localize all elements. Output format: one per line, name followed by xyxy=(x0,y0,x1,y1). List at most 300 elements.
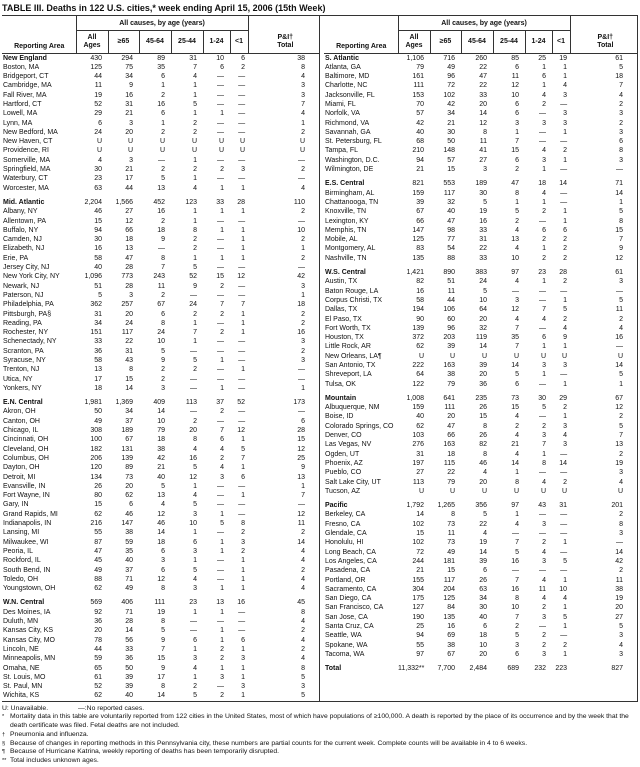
value-cell: 67 xyxy=(157,301,165,309)
value-cell: 7 xyxy=(542,306,546,314)
value-cell: 18 xyxy=(479,632,487,640)
reporting-area-cell: Chattanooga, TN xyxy=(325,198,379,206)
value-cell: 12 xyxy=(157,510,165,518)
table-body-left xyxy=(2,53,319,701)
footnote-item xyxy=(2,757,638,766)
value-cell: 12 xyxy=(125,217,133,225)
value-cell: 12 xyxy=(615,254,623,262)
value-cell: 406 xyxy=(121,599,133,607)
value-cell: 2 xyxy=(542,254,546,262)
reporting-area-cell: W.N. Central xyxy=(3,599,45,607)
value-cell: — xyxy=(217,347,224,355)
value-cell: 9 xyxy=(161,236,165,244)
value-cell: 65 xyxy=(94,664,102,672)
value-cell: 2 xyxy=(542,539,546,547)
value-cell: — xyxy=(238,608,246,616)
value-cell: 3 xyxy=(301,338,305,346)
city-row xyxy=(324,81,637,90)
city-row xyxy=(2,137,319,146)
value-cell: 1 xyxy=(241,366,246,374)
city-row xyxy=(2,291,319,300)
value-cell: 2 xyxy=(301,347,305,355)
value-cell: 21 xyxy=(416,166,424,174)
value-cell: 8 xyxy=(241,520,246,528)
city-row xyxy=(324,529,637,538)
value-cell: 182 xyxy=(90,445,102,453)
reporting-area-cell: Rochester, NY xyxy=(3,329,49,337)
reporting-area-cell: S. Atlantic xyxy=(325,54,359,62)
city-row xyxy=(324,146,637,155)
reporting-area-cell: Austin, TX xyxy=(325,278,358,286)
value-cell: — xyxy=(560,100,568,108)
value-cell: 153 xyxy=(412,91,424,99)
reporting-area-cell: Schenectady, NY xyxy=(3,338,57,346)
reporting-area-cell: Berkeley, CA xyxy=(325,511,366,519)
value-cell: U xyxy=(513,352,519,360)
value-cell: 11 xyxy=(479,138,487,146)
value-cell: 3 xyxy=(241,655,246,663)
value-cell: 4 xyxy=(193,575,197,583)
legend-no-cases: —:No reported cases. xyxy=(78,704,145,712)
reporting-area-cell: Pacific xyxy=(325,502,348,510)
value-cell: 42 xyxy=(297,273,305,281)
reporting-area-cell: Cincinnati, OH xyxy=(3,436,49,444)
value-cell: 1 xyxy=(193,673,197,681)
value-cell: 32 xyxy=(447,198,455,206)
city-row xyxy=(324,198,637,207)
value-cell: — xyxy=(539,413,546,421)
value-cell: — xyxy=(238,119,246,127)
city-row xyxy=(324,361,637,370)
value-cell: — xyxy=(539,138,546,146)
value-cell: 10 xyxy=(479,641,487,649)
value-cell: 5 xyxy=(515,548,519,556)
value-cell: 82 xyxy=(416,278,424,286)
value-cell: 4 xyxy=(193,492,197,500)
value-cell: U xyxy=(240,138,246,146)
value-cell: 39 xyxy=(416,198,424,206)
value-cell: 21 xyxy=(157,464,165,472)
value-cell: 1,421 xyxy=(406,269,424,277)
value-cell: 243 xyxy=(153,273,165,281)
value-cell: 1 xyxy=(563,343,568,351)
value-cell: 37 xyxy=(216,399,224,407)
value-cell: — xyxy=(238,175,246,183)
reporting-area-cell: Camden, NJ xyxy=(3,236,42,244)
value-cell: 117 xyxy=(443,189,455,197)
value-cell: 6 xyxy=(161,547,165,555)
value-cell: — xyxy=(560,198,568,206)
value-cell: — xyxy=(238,375,246,383)
value-cell: 3 xyxy=(193,585,197,593)
value-cell: 2 xyxy=(563,315,568,323)
value-cell: 9 xyxy=(129,82,133,90)
reporting-area-cell: Total xyxy=(325,665,342,673)
value-cell: 38 xyxy=(297,54,305,62)
value-cell: 120 xyxy=(90,464,102,472)
value-cell: — xyxy=(560,166,568,174)
city-row xyxy=(2,417,319,426)
value-cell: 43 xyxy=(538,502,546,510)
footnote-item xyxy=(2,731,638,740)
value-cell: 6 xyxy=(515,156,519,164)
footnotes xyxy=(2,705,638,766)
reporting-area-cell: Fort Wayne, IN xyxy=(3,492,50,500)
value-cell: 2 xyxy=(220,310,224,318)
value-cell: 1 xyxy=(563,380,568,388)
value-cell: 3 xyxy=(220,673,224,681)
value-cell: 2 xyxy=(301,128,305,136)
value-cell: 7 xyxy=(515,324,519,332)
value-cell: 3 xyxy=(193,547,197,555)
value-cell: 106 xyxy=(443,306,455,314)
value-cell: 20 xyxy=(125,128,133,136)
city-row xyxy=(2,556,319,565)
reporting-area-cell: Glendale, CA xyxy=(325,530,367,538)
value-cell: 1 xyxy=(619,380,623,388)
value-cell: 15 xyxy=(479,413,487,421)
value-cell: 20 xyxy=(479,371,487,379)
value-cell: 94 xyxy=(416,156,424,164)
reporting-area-cell: Tulsa, OK xyxy=(325,380,356,388)
value-cell: 64 xyxy=(416,371,424,379)
value-cell: 5 xyxy=(483,287,487,295)
value-cell: 26 xyxy=(479,576,487,584)
value-cell: 1 xyxy=(542,278,546,286)
value-cell: 15 xyxy=(216,273,224,281)
table-title: TABLE III. Deaths in 122 U.S. cities,* week ending April 15, 2006 (15th Week) xyxy=(2,3,326,13)
reporting-area-cell: Baltimore, MD xyxy=(325,73,370,81)
value-cell: 1 xyxy=(241,436,246,444)
value-cell: 8 xyxy=(301,63,305,71)
city-row xyxy=(2,356,319,365)
value-cell: 38 xyxy=(447,371,455,379)
value-cell: 4 xyxy=(515,450,519,458)
value-cell: 1 xyxy=(542,198,546,206)
value-cell: 2 xyxy=(161,128,165,136)
value-cell: 43 xyxy=(125,357,133,364)
value-cell: 1 xyxy=(220,538,224,546)
value-cell: 20 xyxy=(479,315,487,323)
value-cell: 96 xyxy=(447,73,455,81)
value-cell: 189 xyxy=(121,427,133,435)
value-cell: 34 xyxy=(125,408,133,416)
reporting-area-cell: Houston, TX xyxy=(325,334,364,342)
value-cell: 8 xyxy=(515,595,519,603)
value-cell: 7 xyxy=(241,301,246,309)
value-cell: 18 xyxy=(538,180,546,188)
value-cell: 8 xyxy=(161,254,165,262)
value-cell: 5 xyxy=(220,520,224,528)
reporting-area-cell: Hartford, CT xyxy=(3,100,42,108)
value-cell: 24 xyxy=(479,278,487,286)
value-cell: 94 xyxy=(416,632,424,640)
value-cell: 12 xyxy=(479,119,487,127)
value-cell: 71 xyxy=(125,575,133,583)
value-cell: 54 xyxy=(447,245,455,253)
value-cell: — xyxy=(190,291,197,299)
value-cell: 16 xyxy=(125,91,133,99)
value-cell: 2 xyxy=(193,128,197,136)
value-cell: 356 xyxy=(475,502,487,510)
value-cell: 6 xyxy=(515,63,519,71)
value-cell: 4 xyxy=(542,548,546,556)
reporting-area-cell: Canton, OH xyxy=(3,417,40,425)
reporting-area-cell: Fall River, MA xyxy=(3,91,47,99)
reporting-area-cell: San Diego, CA xyxy=(325,595,372,603)
value-cell: 15 xyxy=(416,530,424,538)
value-cell: 4 xyxy=(301,184,305,192)
reporting-area-cell: Seattle, WA xyxy=(325,632,362,640)
value-cell: — xyxy=(238,384,246,392)
value-cell: 38 xyxy=(157,445,165,453)
value-cell: 8 xyxy=(161,585,165,593)
city-row xyxy=(2,217,319,226)
value-cell: 69 xyxy=(447,632,455,640)
city-row xyxy=(2,673,319,682)
legend-unavailable: U: Unavailable. xyxy=(2,704,49,712)
value-cell: — xyxy=(238,91,246,99)
value-cell: 11,332** xyxy=(398,665,425,673)
value-cell: 2 xyxy=(220,408,224,416)
value-cell: 30 xyxy=(479,604,487,612)
city-row xyxy=(2,184,319,193)
value-cell: 47 xyxy=(447,422,455,430)
value-cell: 28 xyxy=(559,269,568,277)
reporting-area-cell: Providence, RI xyxy=(3,147,49,155)
reporting-area-cell: Lexington, KY xyxy=(325,217,369,225)
city-row xyxy=(324,585,637,594)
total-row xyxy=(324,664,637,673)
section-header-row xyxy=(2,198,319,207)
value-cell: 5 xyxy=(619,208,623,216)
city-row xyxy=(2,636,319,645)
value-cell: 36 xyxy=(94,347,102,355)
value-cell: 4 xyxy=(563,82,568,90)
value-cell: 28 xyxy=(125,264,133,272)
value-cell: 60 xyxy=(447,315,455,323)
reporting-area-cell: Nashville, TN xyxy=(325,254,367,262)
value-cell: 73 xyxy=(511,394,519,402)
value-cell: 1 xyxy=(220,547,224,555)
value-cell: — xyxy=(539,380,546,388)
value-cell: 3 xyxy=(542,613,546,621)
value-cell: 96 xyxy=(447,324,455,332)
footnote-item xyxy=(2,748,638,757)
city-row xyxy=(2,617,319,626)
col-header-25-44: 25-44 xyxy=(493,31,525,54)
value-cell: 1 xyxy=(241,692,246,700)
value-cell: 4 xyxy=(301,585,305,593)
city-row xyxy=(324,487,637,496)
value-cell: 1 xyxy=(563,576,568,584)
value-cell: 201 xyxy=(611,502,623,510)
value-cell: 62 xyxy=(416,343,424,351)
value-cell: 5 xyxy=(619,296,623,304)
value-cell: 8 xyxy=(619,147,623,155)
value-cell: 1 xyxy=(241,464,246,472)
value-cell: — xyxy=(217,119,224,127)
value-cell: 20 xyxy=(479,478,487,486)
value-cell: — xyxy=(298,366,305,374)
value-cell: 6 xyxy=(542,334,546,342)
col-header-pi-total: P&I† Total xyxy=(570,31,637,54)
value-cell: 113 xyxy=(412,478,424,486)
value-cell: 8 xyxy=(161,319,165,327)
value-cell: 22 xyxy=(447,469,455,477)
value-cell: 16 xyxy=(511,557,519,565)
value-cell: 62 xyxy=(94,692,102,700)
value-cell: — xyxy=(238,291,246,299)
city-row xyxy=(2,454,319,463)
value-cell: 34 xyxy=(447,110,455,118)
value-cell: 2 xyxy=(161,366,165,374)
value-cell: 3 xyxy=(515,641,519,649)
value-cell: — xyxy=(238,110,246,118)
city-row xyxy=(324,128,637,137)
value-cell: 8 xyxy=(619,520,623,528)
value-cell: 49 xyxy=(94,417,102,425)
value-cell: 23 xyxy=(189,599,197,607)
value-cell: — xyxy=(298,156,305,164)
reporting-area-cell: Lynn, MA xyxy=(3,119,33,127)
value-cell: 49 xyxy=(447,548,455,556)
value-cell: 1 xyxy=(542,450,546,458)
value-cell: 34 xyxy=(94,319,102,327)
value-cell: 19 xyxy=(559,54,568,62)
value-cell: 5 xyxy=(193,357,197,364)
value-cell: 47 xyxy=(479,73,487,81)
value-cell: 1 xyxy=(241,673,246,681)
value-cell: 18 xyxy=(94,384,102,392)
value-cell: 37 xyxy=(125,417,133,425)
reporting-area-cell: Toledo, OH xyxy=(3,575,39,583)
value-cell: 147 xyxy=(412,226,424,234)
value-cell: 6 xyxy=(98,119,102,127)
value-cell: 4 xyxy=(563,595,568,603)
city-row xyxy=(2,165,319,174)
value-cell: — xyxy=(238,482,246,490)
value-cell: 38 xyxy=(447,641,455,649)
value-cell: 12 xyxy=(511,82,519,90)
reporting-area-cell: Trenton, NJ xyxy=(3,366,40,374)
value-cell: 8 xyxy=(193,226,197,234)
value-cell: 31 xyxy=(125,347,133,355)
value-cell: 18 xyxy=(447,450,455,458)
city-row xyxy=(2,608,319,617)
reporting-area-cell: Salt Lake City, UT xyxy=(325,478,381,486)
value-cell: — xyxy=(217,91,224,99)
value-cell: 56 xyxy=(125,636,133,644)
value-cell: 2 xyxy=(515,623,519,631)
value-cell: 46 xyxy=(157,520,165,528)
value-cell: 25 xyxy=(416,623,424,631)
value-cell: 2 xyxy=(542,632,546,640)
reporting-area-cell: Kansas City, MO xyxy=(3,636,55,644)
section-header-row xyxy=(324,179,637,188)
value-cell: 20 xyxy=(189,427,197,435)
value-cell: 1 xyxy=(193,645,197,653)
value-cell: 827 xyxy=(611,665,623,673)
reporting-area-cell: St. Louis, MO xyxy=(3,673,46,681)
value-cell: 44 xyxy=(447,296,455,304)
value-cell: — xyxy=(217,566,224,574)
value-cell: 3 xyxy=(220,473,224,481)
value-cell: 3 xyxy=(619,530,623,538)
value-cell: 14 xyxy=(157,408,165,416)
city-row xyxy=(324,324,637,333)
value-cell: 1 xyxy=(563,623,568,631)
value-cell: 8 xyxy=(483,128,487,136)
value-cell: 14 xyxy=(615,548,623,556)
value-cell: 5 xyxy=(161,175,165,183)
col-header-1-24: 1-24 xyxy=(203,31,230,54)
value-cell: 52 xyxy=(94,100,102,108)
value-cell: 9 xyxy=(563,334,568,342)
spanner-row xyxy=(2,16,319,31)
value-cell: — xyxy=(190,384,197,392)
reporting-area-cell: Youngstown, OH xyxy=(3,585,56,593)
city-row xyxy=(324,422,637,431)
value-cell: 4 xyxy=(542,576,546,584)
value-cell: 6 xyxy=(220,63,224,71)
value-cell: 6 xyxy=(483,567,487,575)
value-cell: U xyxy=(540,487,546,495)
value-cell: 33 xyxy=(94,338,102,346)
reporting-area-cell: Scranton, PA xyxy=(3,347,44,355)
reporting-area-cell: Syracuse, NY xyxy=(3,357,46,364)
value-cell: 203 xyxy=(443,334,455,342)
value-cell: — xyxy=(539,110,546,118)
value-cell: 33 xyxy=(125,645,133,653)
reporting-area-cell: Des Moines, IA xyxy=(3,608,51,616)
reporting-area-cell: Pueblo, CO xyxy=(325,469,362,477)
value-cell: 1 xyxy=(563,539,568,547)
reporting-area-cell: Baton Rouge, LA xyxy=(325,287,379,295)
reporting-area-cell: Omaha, NE xyxy=(3,664,40,672)
value-cell: 1,096 xyxy=(84,273,102,281)
value-cell: 13 xyxy=(297,473,305,481)
value-cell: 7 xyxy=(193,63,197,71)
value-cell: — xyxy=(217,366,224,374)
value-cell: — xyxy=(560,287,568,295)
value-cell: — xyxy=(298,375,305,383)
value-cell: 222 xyxy=(412,362,424,369)
city-row xyxy=(2,272,319,281)
value-cell: 5 xyxy=(161,482,165,490)
value-cell: 1 xyxy=(193,156,197,164)
value-cell: — xyxy=(238,357,246,364)
value-cell: 62 xyxy=(416,422,424,430)
value-cell: 67 xyxy=(416,208,424,216)
value-cell: 63 xyxy=(94,184,102,192)
value-cell: 1 xyxy=(193,208,197,216)
value-cell: 27 xyxy=(479,156,487,164)
reporting-area-cell: Wichita, KS xyxy=(3,692,40,700)
value-cell: 2 xyxy=(542,422,546,430)
value-cell: 1 xyxy=(563,650,568,658)
reporting-area-cell: Albuquerque, NM xyxy=(325,404,380,412)
value-cell: 2 xyxy=(301,566,305,574)
value-cell: 89 xyxy=(125,464,133,472)
value-cell: 24 xyxy=(125,319,133,327)
value-cell: 3 xyxy=(542,520,546,528)
value-cell: 11 xyxy=(538,585,546,593)
value-cell: 139 xyxy=(121,454,133,462)
value-cell: 40 xyxy=(125,557,133,565)
city-row xyxy=(2,463,319,472)
value-cell: 15 xyxy=(447,166,455,174)
